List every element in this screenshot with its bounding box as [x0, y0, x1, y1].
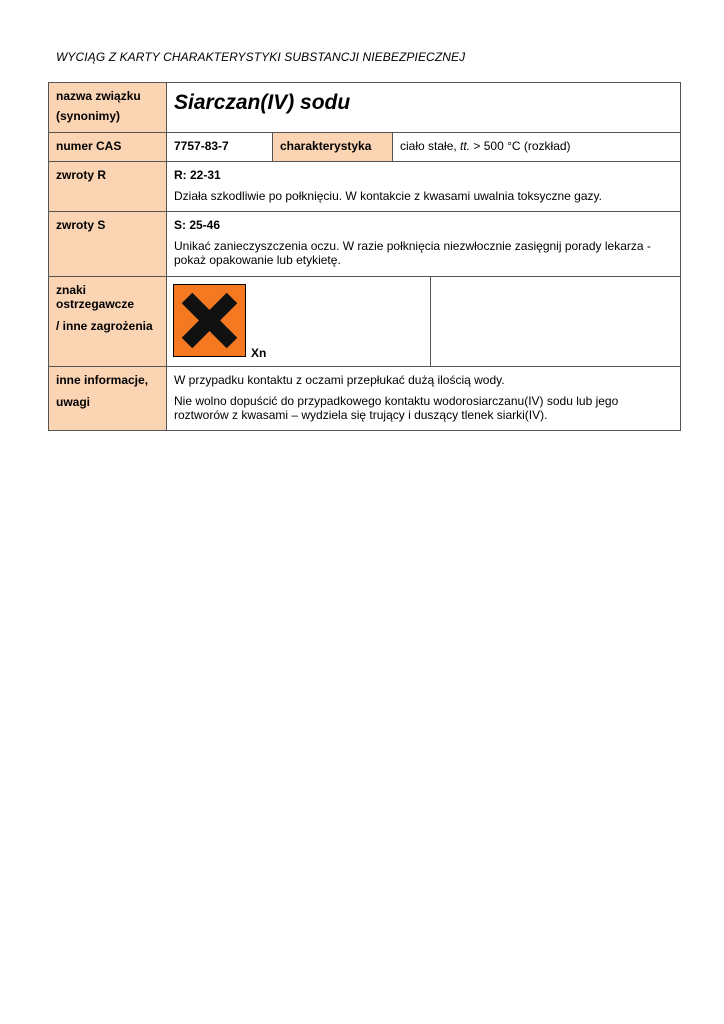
cas-number: 7757-83-7: [174, 139, 229, 153]
s-phrases-code: S: 25-46: [174, 218, 221, 232]
label-cas-cell: [49, 133, 167, 162]
label-other-cell: [49, 367, 167, 431]
label-cas: numer CAS: [56, 139, 122, 153]
label-other-2: uwagi: [56, 395, 91, 409]
characteristics-prefix: ciało stałe,: [400, 139, 461, 153]
characteristics-suffix: > 500 °C (rozkład): [470, 139, 571, 153]
label-name: nazwa związku: [56, 89, 141, 103]
r-phrases-cell: [167, 162, 681, 212]
row-r-phrases: [49, 162, 681, 212]
characteristics-value: [393, 133, 680, 159]
label-characteristics-cell: [273, 133, 393, 162]
r-phrases-code: R: 22-31: [174, 168, 221, 182]
harmful-x-icon: [173, 284, 246, 357]
safety-data-table: [48, 82, 681, 431]
document-header: WYCIĄG Z KARTY CHARAKTERYSTYKI SUBSTANCJI NIEBEZPIECZNEJ: [56, 50, 466, 64]
characteristics-cell: [393, 133, 681, 162]
label-characteristics: charakterystyka: [280, 139, 372, 153]
row-compound-name: [49, 83, 681, 133]
cas-number-cell: [167, 133, 273, 162]
r-phrases-text: Działa szkodliwie po połknięciu. W kontakcie z kwasami uwalnia toksyczne gazy.: [174, 189, 602, 203]
other-info-text-2: Nie wolno dopuścić do przypadkowego kontaktu wodorosiarczanu(IV) sodu lub jego roztworów z kwasami – wydziela się trujący i duszący tlenek siarki(IV).: [174, 394, 619, 422]
characteristics-tt: tt.: [460, 139, 471, 153]
s-phrases-cell: [167, 212, 681, 277]
label-warning-1: znaki: [56, 283, 87, 297]
other-info-cell: [167, 367, 681, 431]
label-r-phrases: zwroty R: [56, 168, 107, 182]
label-synonyms: (synonimy): [56, 109, 121, 123]
row-warning-signs: [49, 277, 681, 367]
label-r-phrases-cell: [49, 162, 167, 212]
label-warning-3: / inne zagrożenia: [56, 319, 153, 333]
label-warning-cell: [49, 277, 167, 367]
empty-hazard-cell: [431, 277, 681, 367]
label-other-1: inne informacje,: [56, 373, 149, 387]
label-warning-2: ostrzegawcze: [56, 297, 135, 311]
label-compound-name: [49, 83, 167, 133]
row-cas: [49, 133, 681, 162]
s-phrases-text: Unikać zanieczyszczenia oczu. W razie połknięcia niezwłocznie zasięgnij porady lekarza - pokaż opakowanie lub etykietę.: [174, 239, 651, 267]
label-s-phrases-cell: [49, 212, 167, 277]
hazard-symbol-cell: [167, 277, 431, 367]
label-s-phrases: zwroty S: [56, 218, 106, 232]
compound-name: Siarczan(IV) sodu: [174, 91, 351, 114]
row-other-info: [49, 367, 681, 431]
other-info-text-1: W przypadku kontaktu z oczami przepłukać dużą ilością wody.: [174, 373, 505, 387]
row-s-phrases: [49, 212, 681, 277]
harmful-x-icon-svg: [174, 285, 245, 356]
hazard-code: Xn: [251, 346, 267, 360]
compound-name-cell: [167, 83, 681, 133]
